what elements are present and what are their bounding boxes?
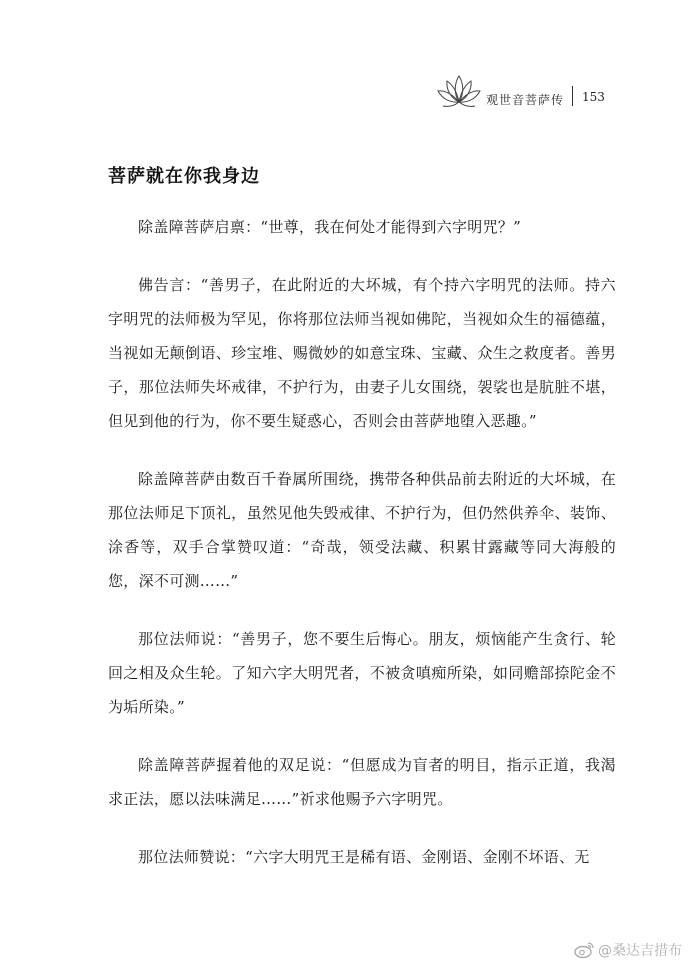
section-heading: 菩萨就在你我身边 [108,166,260,187]
paragraph: 除盖障菩萨握着他的双足说：“但愿成为盲者的明目，指示正道，我渴求正法，愿以法味满足……”祈求他赐予六字明咒。 [108,756,616,808]
paragraph: 那位法师赞说：“六字大明咒王是稀有语、金刚语、金刚不坏语、无 [138,848,590,866]
watermark-text: @桑达吉措布 [598,943,682,959]
header-divider [572,86,573,106]
paragraph: 佛告言：“善男子，在此附近的大坏城，有个持六字明咒的法师。持六字明咒的法师极为罕见，你将那位法师当视如佛陀，当视如众生的福德蕴，当视如无颠倒语、珍宝堆、赐微妙的如意宝珠、宝藏、众生之救度者。善男子，那位法师失坏戒律，不护行为，由妻子儿女围绕，袈裟也是肮脏不堪，但见到他的行为，你不要生疑惑心，否则会由菩萨地堕入恶趣。” [108,276,616,430]
paragraph: 除盖障菩萨由数百千眷属所围绕，携带各种供品前去附近的大坏城，在那位法师足下顶礼，虽然见他失毁戒律、不护行为，但仍然供养伞、装饰、涂香等，双手合掌赞叹道：“奇哉，领受法藏、积累甘露藏等同大海般的您，深不可测……” [108,470,616,590]
weibo-logo-icon [574,941,594,959]
lotus-icon [436,70,482,110]
book-title: 观世音菩萨传 [486,93,565,107]
paragraph: 那位法师说：“善男子，您不要生后悔心。朋友，烦恼能产生贪行、轮回之相及众生轮。了知六字大明咒者，不被贪嗔痴所染，如同赡部捺陀金不为垢所染。” [108,630,616,716]
running-header [430,70,650,114]
paragraph: 除盖障菩萨启禀：“世尊，我在何处才能得到六字明咒？” [138,218,522,236]
body-text [108,210,616,898]
page-number: 153 [582,90,605,104]
watermark [574,939,682,961]
